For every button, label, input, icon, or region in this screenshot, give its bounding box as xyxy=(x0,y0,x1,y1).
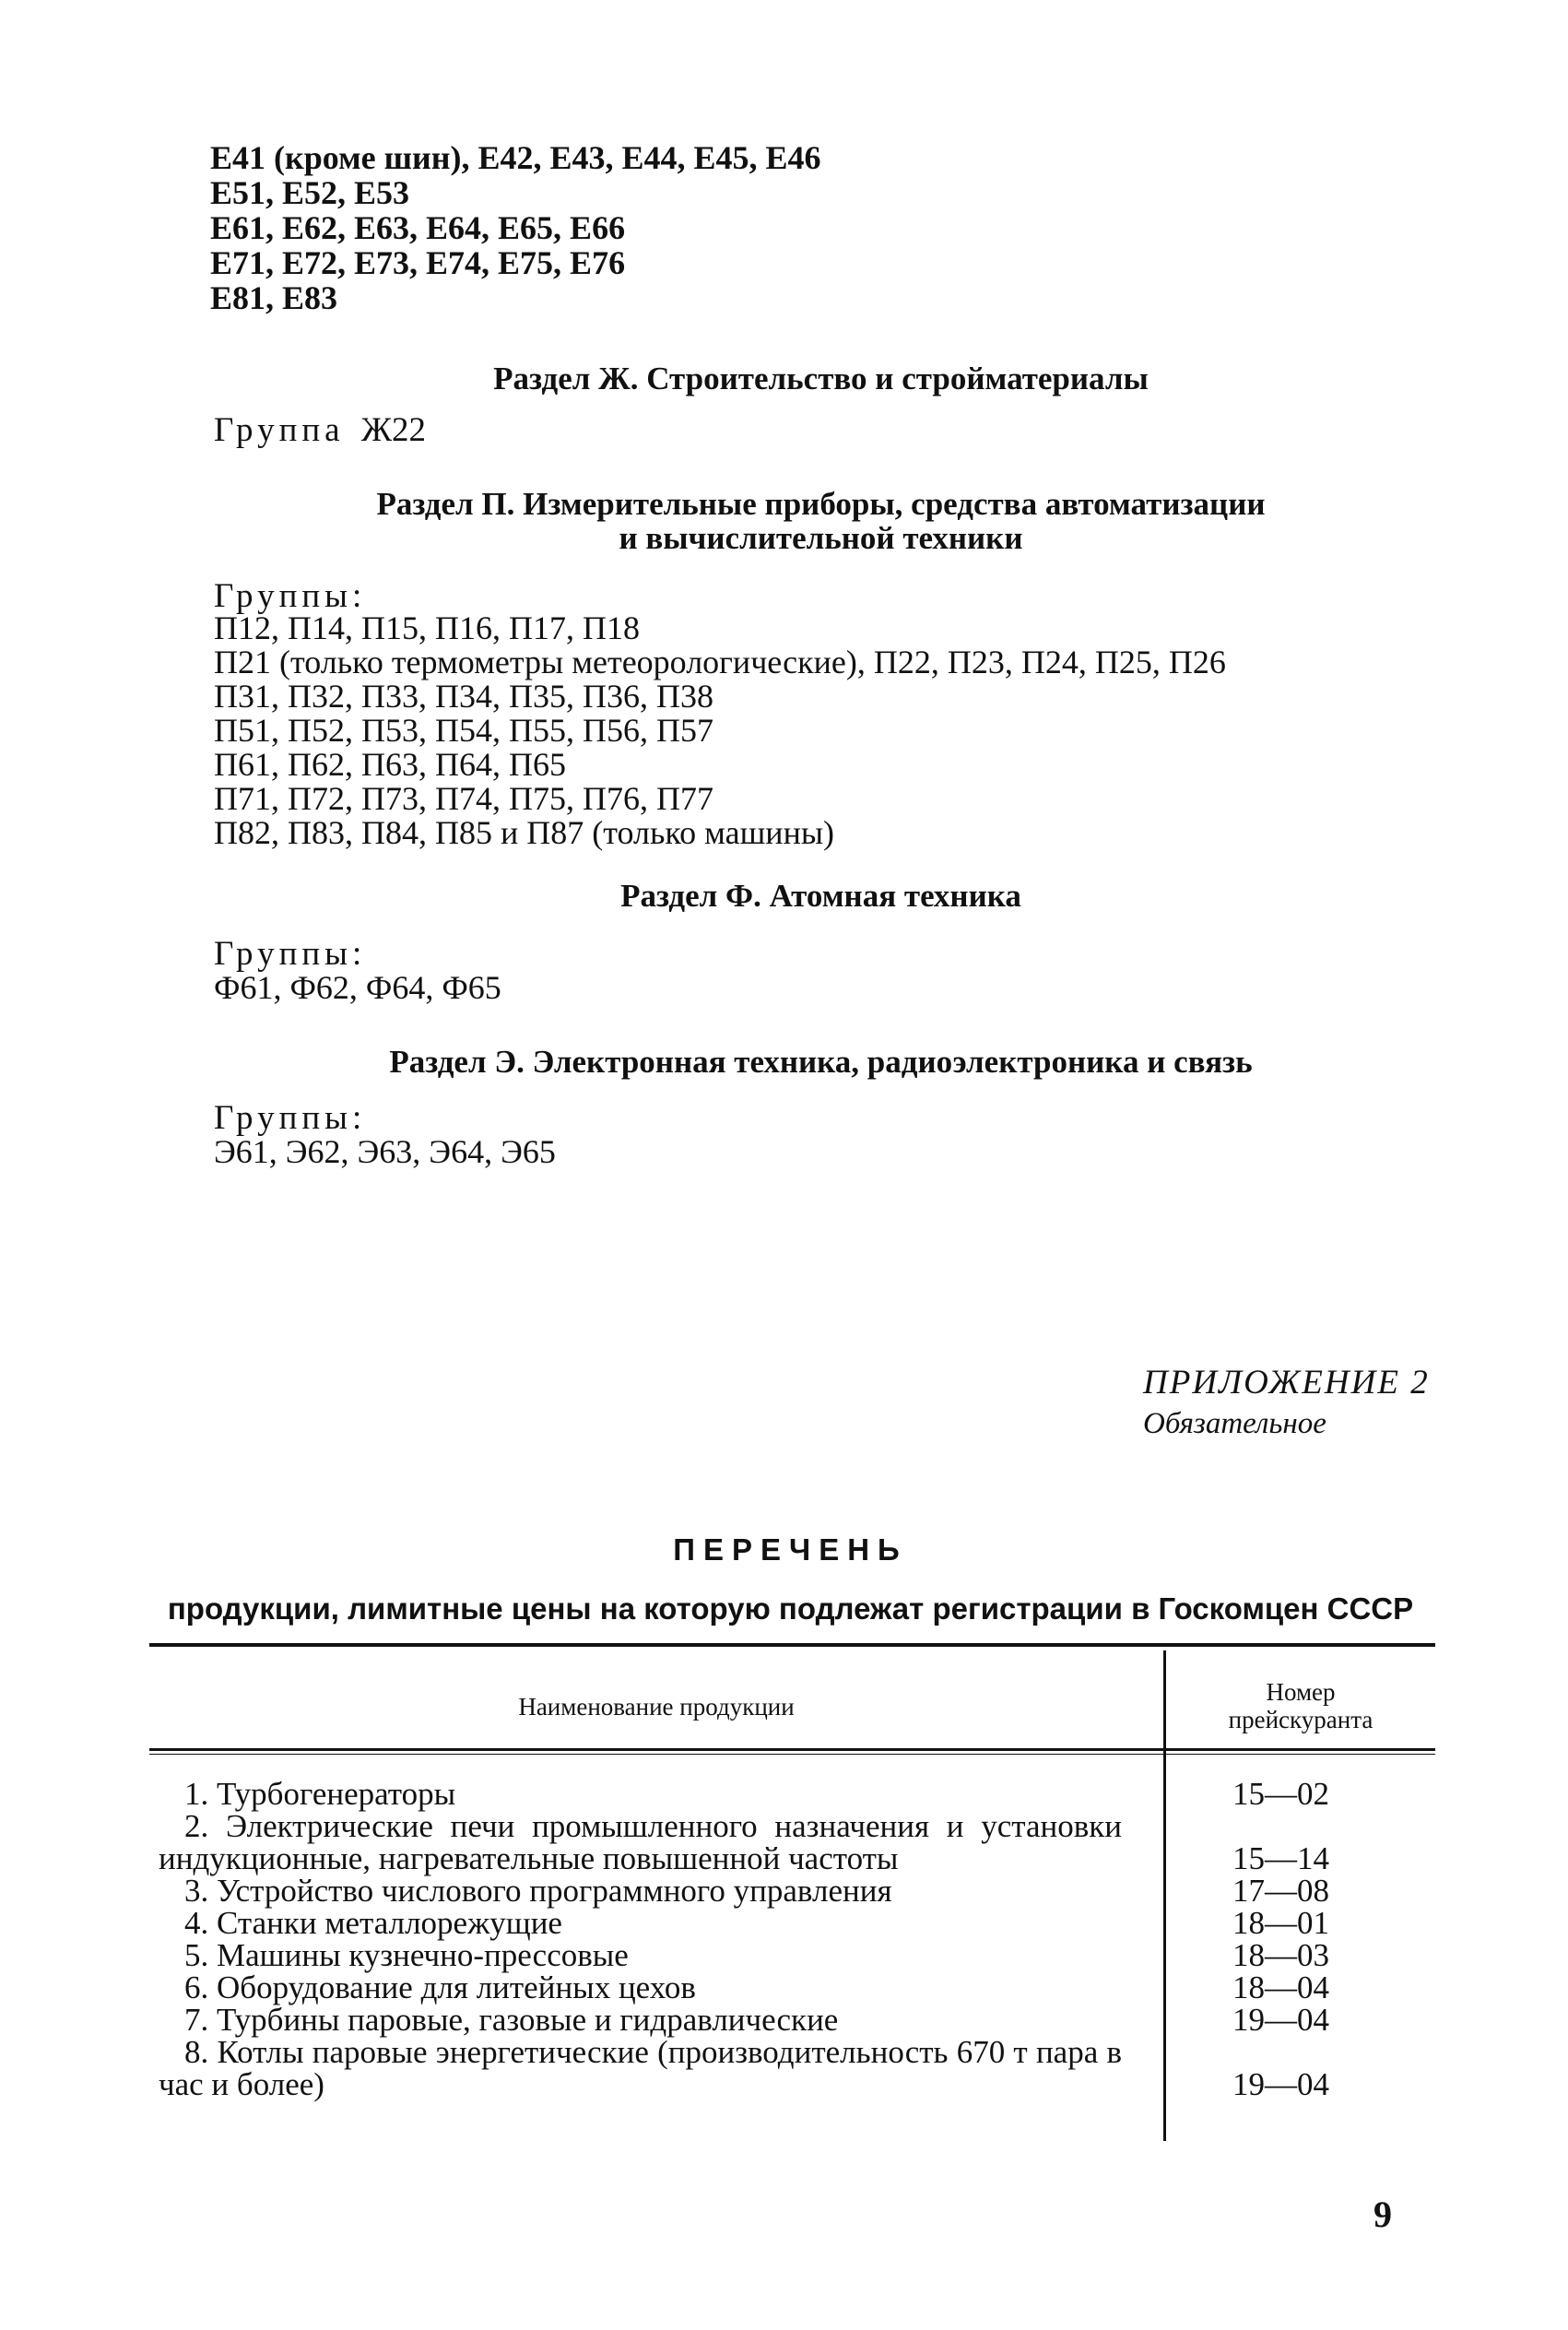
table-header-rule xyxy=(149,1748,1435,1751)
table-row xyxy=(149,1778,1435,1810)
group-value: Ж22 xyxy=(360,411,427,449)
section-f-groups-label: Группы: xyxy=(214,935,367,973)
row-number: 15—02 xyxy=(1232,1776,1329,1812)
list-subtitle: продукции, лимитные цены на которую подлежат регистрации в Госкомцен СССР xyxy=(167,1591,1414,1626)
row-name: 7. Турбины паровые, газовые и гидравлические xyxy=(184,2002,839,2038)
row-number: 17—08 xyxy=(1232,1873,1329,1909)
table-row xyxy=(149,1810,1435,1875)
section-p-heading-line2: и вычислительной техники xyxy=(619,520,1023,556)
row-name: 5. Машины кузнечно-прессовые xyxy=(184,1937,629,1973)
group-line: Ф61, Ф62, Ф64, Ф65 xyxy=(214,969,501,1006)
group-line: Е51, Е52, Е53 xyxy=(210,174,410,211)
group-line: П61, П62, П63, П64, П65 xyxy=(214,746,566,783)
section-f-heading: Раздел Ф. Атомная техника xyxy=(620,878,1021,914)
section-zh-group xyxy=(214,413,426,448)
row-number: 15—14 xyxy=(1232,1840,1329,1876)
section-e-groups-list-2 xyxy=(214,1135,556,1169)
section-f-groups-list xyxy=(214,971,501,1005)
table-row xyxy=(149,2004,1435,2036)
row-name: 6. Оборудование для литейных цехов xyxy=(184,1969,696,2005)
table-row xyxy=(149,1875,1435,1907)
table-top-rule xyxy=(149,1643,1435,1647)
section-p-groups-list xyxy=(214,611,1226,850)
row-name: 1. Турбогенераторы xyxy=(184,1776,456,1812)
group-line: Е81, Е83 xyxy=(210,279,338,316)
group-line: П21 (только термометры метеорологические), П22, П23, П24, П25, П26 xyxy=(214,644,1226,680)
section-e-heading: Раздел Э. Электронная техника, радиоэлектроника и связь xyxy=(389,1044,1253,1080)
section-p-heading-line1: Раздел П. Измерительные приборы, средства автоматизации xyxy=(376,486,1266,522)
group-line: П51, П52, П53, П54, П55, П56, П57 xyxy=(214,712,713,749)
group-line: П82, П83, П84, П85 и П87 (только машины) xyxy=(214,814,835,851)
group-line: Э61, Э62, Э63, Э64, Э65 xyxy=(214,1133,556,1170)
group-line: П71, П72, П73, П74, П75, П76, П77 xyxy=(214,780,713,817)
group-line: Е61, Е62, Е63, Е64, Е65, Е66 xyxy=(210,209,626,246)
section-p-groups-label: Группы: xyxy=(214,577,367,615)
table-row xyxy=(149,1907,1435,1939)
section-e-groups-label: Группы: xyxy=(214,1099,367,1137)
table-row xyxy=(149,1971,1435,2004)
table-body xyxy=(149,1778,1435,2100)
list-title: ПЕРЕЧЕНЬ xyxy=(673,1532,908,1567)
section-e-groups-list xyxy=(210,140,821,315)
group-line: П12, П14, П15, П16, П17, П18 xyxy=(214,609,640,646)
table-header-rule-thin xyxy=(149,1754,1435,1755)
table-header-number xyxy=(1166,1678,1435,1733)
header-number-line2: прейскуранта xyxy=(1228,1706,1373,1733)
row-name: 8. Котлы паровые энергетические (производительность 670 т пара в час и более) xyxy=(159,2034,1122,2102)
table-header-name: Наименование продукции xyxy=(518,1693,795,1721)
row-name: 4. Станки металлорежущие xyxy=(184,1905,562,1941)
appendix-label xyxy=(1143,1363,1430,1444)
row-number: 18—04 xyxy=(1232,1969,1329,2005)
header-number-line1: Номер xyxy=(1266,1678,1336,1706)
section-zh-heading: Раздел Ж. Строительство и стройматериалы xyxy=(493,361,1149,396)
row-number: 18—03 xyxy=(1232,1937,1329,1973)
page-number: 9 xyxy=(1373,2194,1392,2235)
group-label: Группа xyxy=(214,411,345,449)
table-row xyxy=(149,1939,1435,1971)
row-name: 3. Устройство числового программного управления xyxy=(184,1873,892,1909)
appendix-title: ПРИЛОЖЕНИЕ 2 xyxy=(1143,1364,1430,1402)
table-row xyxy=(149,2036,1435,2100)
group-line: Е71, Е72, Е73, Е74, Е75, Е76 xyxy=(210,244,626,281)
appendix-subtitle: Обязательное xyxy=(1143,1407,1326,1440)
group-line: П31, П32, П33, П34, П35, П36, П38 xyxy=(214,678,713,715)
row-name: 2. Электрические печи промышленного назначения и установки индукционные, нагревательные повышенной частоты xyxy=(159,1808,1122,1876)
row-number: 18—01 xyxy=(1232,1905,1329,1941)
row-number: 19—04 xyxy=(1232,2002,1329,2038)
row-number: 19—04 xyxy=(1232,2066,1329,2102)
group-line: Е41 (кроме шин), Е42, Е43, Е44, Е45, Е46 xyxy=(210,139,821,176)
